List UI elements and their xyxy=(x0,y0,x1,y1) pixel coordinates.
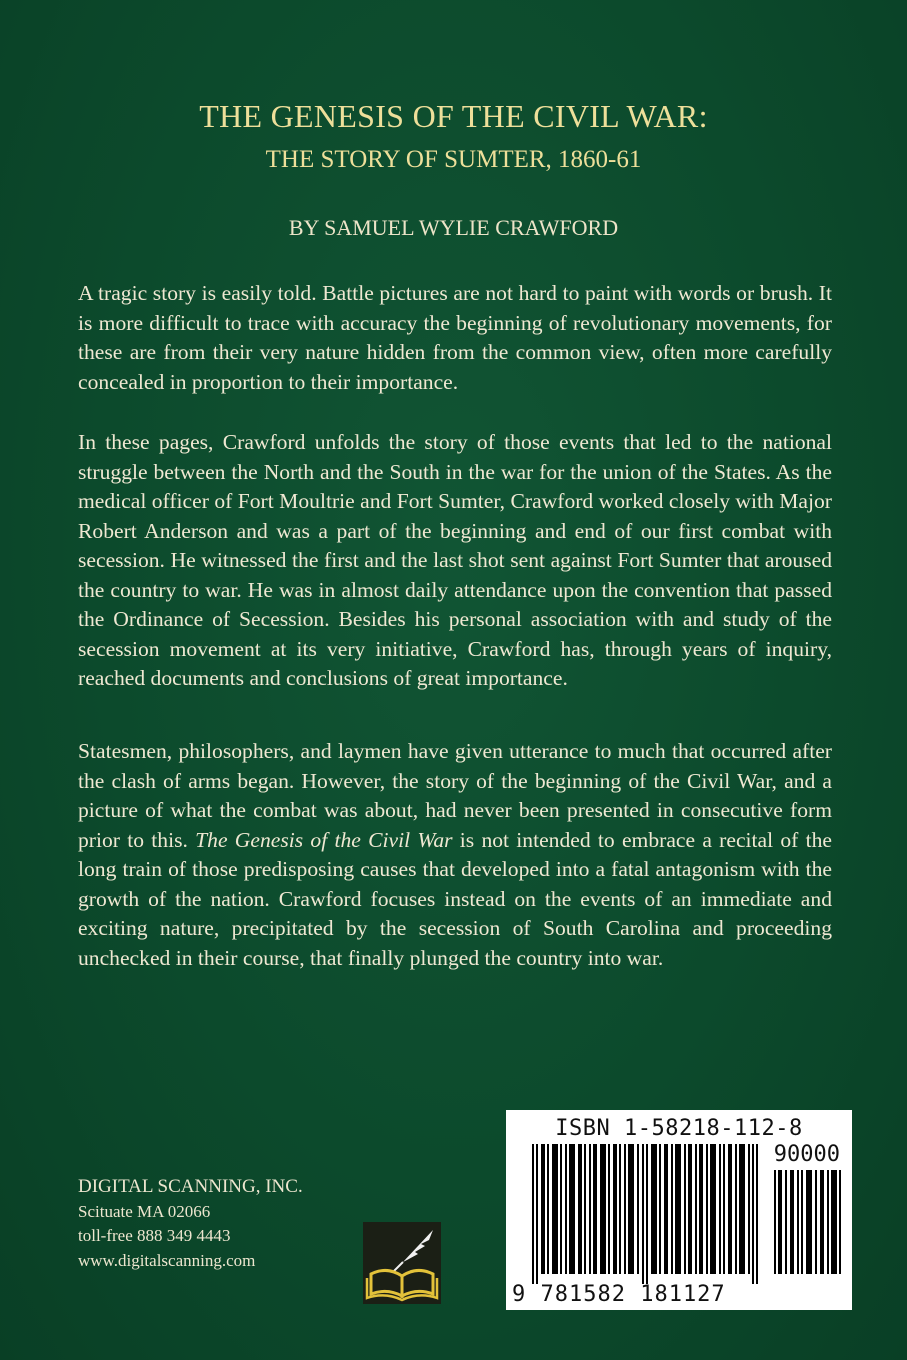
blurb-paragraph-1: A tragic story is easily told. Battle pictures are not hard to paint with words or brush. It is more difficult to trace with accuracy the beginning of revolutionary movements, for these are from their very nature hidden from the common view, often more carefully concealed in proportion to their importance. xyxy=(78,281,832,394)
blurb-paragraph-3 xyxy=(78,737,832,973)
publisher-phone: toll-free 888 349 4443 xyxy=(78,1226,231,1245)
ean-number: 9 781582 181127 xyxy=(512,1282,726,1307)
book-title-italic: The Genesis of the Civil War xyxy=(195,827,453,852)
isbn-barcode xyxy=(506,1110,852,1310)
publisher-website[interactable]: www.digitalscanning.com xyxy=(78,1250,256,1270)
price-code: 90000 xyxy=(773,1142,840,1167)
open-book-quill-icon xyxy=(363,1222,441,1304)
isbn-number: ISBN 1-58218-112-8 xyxy=(555,1116,803,1141)
publisher-info xyxy=(78,1175,303,1273)
blurb-paragraph-3-end: is not intended to embrace a recital of the long train of those predisposing causes that developed into a fatal antagonism with the growth of the nation. Crawford focuses instead on the events of an immediate and exciting nature, precipitated by the secession of South Carolina and proceeding unchecked in their course, that finally plunged the country into war. xyxy=(78,827,832,970)
book-title: THE GENESIS OF THE CIVIL WAR: xyxy=(199,98,708,134)
author-byline: BY SAMUEL WYLIE CRAWFORD xyxy=(288,215,619,240)
blurb-paragraph-3-start: Statesmen, philosophers, and laymen have given utterance to much that occurred after the clash of arms began. However, the story of the beginning of the Civil War, and a picture of what the combat was about, had never been presented in consecutive form prior to this. xyxy=(78,739,832,852)
book-subtitle: THE STORY OF SUMTER, 1860-61 xyxy=(265,146,642,173)
price-addon-bars xyxy=(774,1170,842,1274)
blurb-paragraph-2: In these pages, Crawford unfolds the story of those events that led to the national struggle between the North and the South in the war for the union of the States. As the medical officer of Fort Moultrie and Fort Sumter, Crawford worked closely with Major Robert Anderson and was a part of the beginning and end of our first combat with secession. He witnessed the first and the last shot sent against Fort Sumter that aroused the country to war. He was in almost daily attendance upon the convention that passed the Ordinance of Secession. Besides his personal association with and study of the secession movement at its very initiative, Crawford has, through years of inquiry, reached documents and conclusions of great importance. xyxy=(78,430,832,690)
ean-barcode-bars xyxy=(532,1144,768,1284)
publisher-name: DIGITAL SCANNING, INC. xyxy=(78,1176,303,1197)
publisher-address: Scituate MA 02066 xyxy=(78,1201,211,1221)
